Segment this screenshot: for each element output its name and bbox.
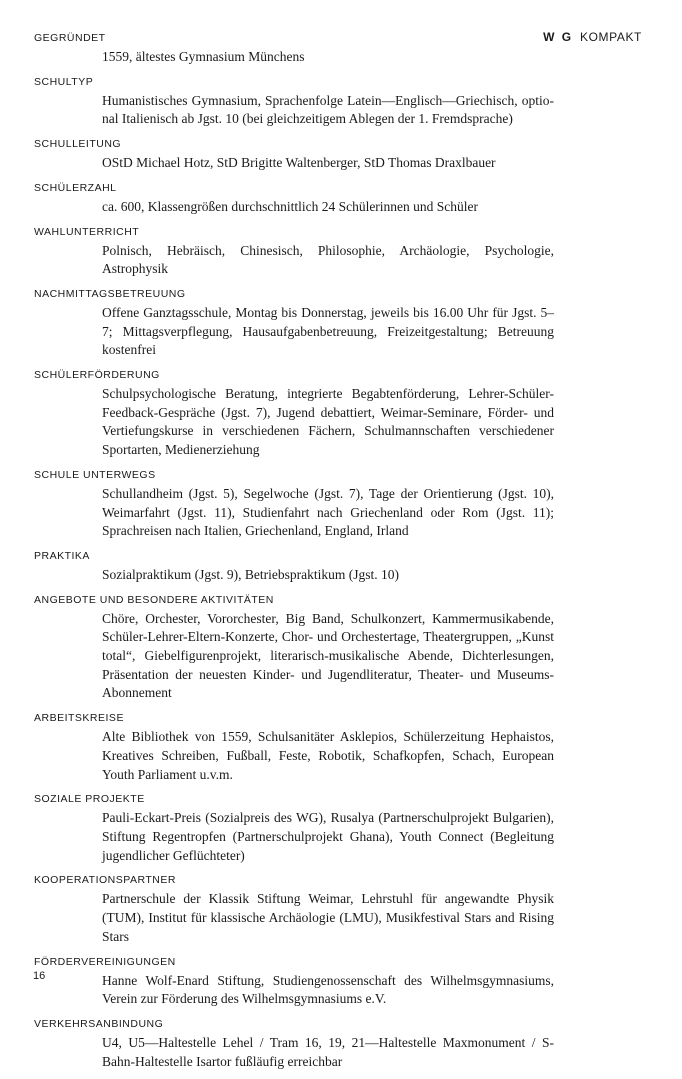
- header-brand: W G: [543, 30, 574, 44]
- section-text: Polnisch, Hebräisch, Chinesisch, Philosophie, Archäologie, Psychologie, Astrophysik: [102, 242, 554, 277]
- fact-section: [34, 137, 554, 173]
- fact-section: [34, 287, 554, 360]
- fact-section: [34, 75, 554, 129]
- header-title: KOMPAKT: [580, 30, 642, 44]
- section-text: Sozialpraktikum (Jgst. 9), Betriebspraktikum (Jgst. 10): [102, 566, 399, 582]
- section-text: U4, U5—Haltestelle Lehel / Tram 16, 19, 21—Haltestelle Maxmonument / S-Bahn-Haltestelle Isartor fußläufig erreichbar: [102, 1034, 554, 1069]
- section-label: NACHMITTAGSBETREUUNG: [34, 287, 186, 300]
- fact-section: [34, 955, 554, 1009]
- section-text: Humanistisches Gymnasium, Sprachenfolge Latein—Englisch—Griechisch, optional Italienisch ab Jgst. 10 (bei gleichzeitigem Ablegen der 1. Fremdsprache): [102, 92, 554, 127]
- section-text: ca. 600, Klassengrößen durchschnittlich 24 Schülerinnen und Schüler: [102, 198, 479, 214]
- section-label: SCHULE UNTERWEGS: [34, 468, 156, 481]
- fact-section: [34, 468, 554, 541]
- section-label: WAHLUNTERRICHT: [34, 225, 140, 238]
- fact-section: [34, 1017, 554, 1071]
- fact-section: [34, 873, 554, 946]
- section-text: Schulpsychologische Beratung, integrierte Begabtenförderung, Lehrer-Schüler-Feedback-Gespräche (Jgst. 7), Jugend debattiert, Weimar-Seminare, Förder- und Vertiefungskurse in verschiedenen Fächern, Schulmannschaften verschiedener Sportarten, Medienerziehung: [102, 386, 554, 458]
- fact-section: [34, 711, 554, 784]
- section-text: Schullandheim (Jgst. 5), Segelwoche (Jgst. 7), Tage der Orientierung (Jgst. 10), Weimarfahrt (Jgst. 11), Studienfahrt nach Griechenland oder Rom (Jgst. 11); Sprachreisen nach Italien, Griechenland, England, Irland: [102, 485, 554, 539]
- section-label: SCHÜLERZAHL: [34, 181, 117, 194]
- section-text: 1559, ältestes Gymnasium Münchens: [102, 49, 305, 64]
- section-label: ARBEITSKREISE: [34, 712, 124, 725]
- section-label: SCHÜLERFÖRDERUNG: [34, 369, 160, 382]
- fact-section: [34, 368, 554, 460]
- fact-section: [34, 792, 554, 865]
- section-text: Alte Bibliothek von 1559, Schulsanitäter Asklepios, Schülerzeitung Hephaistos, Kreatives Schreiben, Fußball, Feste, Robotik, Schafkopfen, Schach, European Youth Parliament u.v.m.: [102, 729, 554, 782]
- fact-section: [34, 549, 554, 585]
- section-text: Pauli-Eckart-Preis (Sozialpreis des WG), Rusalya (Partnerschulprojekt Bulgarien), Stiftung Regentropfen (Partnerschulprojekt Ghana), Youth Connect (Begleitung jugendlicher Geflüchteter): [102, 810, 554, 863]
- section-label: ANGEBOTE UND BESONDERE AKTIVITÄTEN: [34, 593, 274, 606]
- section-label: SCHULTYP: [34, 75, 94, 88]
- section-label: VERKEHRSANBINDUNG: [34, 1017, 164, 1030]
- fact-section: [34, 31, 554, 67]
- fact-section: [34, 181, 554, 217]
- section-text: Hanne Wolf-Enard Stiftung, Studiengenossenschaft des Wilhelmsgymnasiums, Verein zur Förderung des Wilhelmsgymnasiums e.V.: [102, 972, 554, 1007]
- section-text: Partnerschule der Klassik Stiftung Weimar, Lehrstuhl für angewandte Physik (TUM), Institut für klassische Archäologie (LMU), Musikfestival Stars and Rising Stars: [102, 891, 554, 944]
- section-text: Chöre, Orchester, Vororchester, Big Band, Schulkonzert, Kammermusikabende, Schüler-Lehrer-Eltern-Konzerte, Chor- und Orchestertage, Theatergruppen, „Kunst total“, Giebelfigurenprojekt, literarisch-musikalische Abende, Dichterlesungen, Präsentation der neuesten Kinder- und Jugendliteratur, Theater- und Museums-Abonnement: [102, 610, 554, 701]
- section-text: Offene Ganztagsschule, Montag bis Donnerstag, jeweils bis 16.00 Uhr für Jgst. 5–7; Mittagsverpflegung, Hausaufgabenbetreuung, Freizeitgestaltung; Betreuung kostenfrei: [102, 304, 554, 358]
- fact-sheet-list: [34, 31, 554, 1079]
- fact-section: [34, 593, 554, 704]
- section-text: OStD Michael Hotz, StD Brigitte Waltenberger, StD Thomas Draxlbauer: [102, 155, 496, 171]
- section-label: SCHULLEITUNG: [34, 138, 122, 151]
- fact-section: [34, 225, 554, 279]
- section-label: PRAKTIKA: [34, 549, 90, 562]
- section-label: KOOPERATIONSPARTNER: [34, 874, 176, 887]
- section-label: FÖRDERVEREINIGUNGEN: [34, 955, 176, 968]
- section-label: GEGRÜNDET: [34, 32, 106, 44]
- section-label: SOZIALE PROJEKTE: [34, 793, 145, 806]
- page-number: 16: [33, 970, 46, 982]
- running-header: [543, 30, 642, 44]
